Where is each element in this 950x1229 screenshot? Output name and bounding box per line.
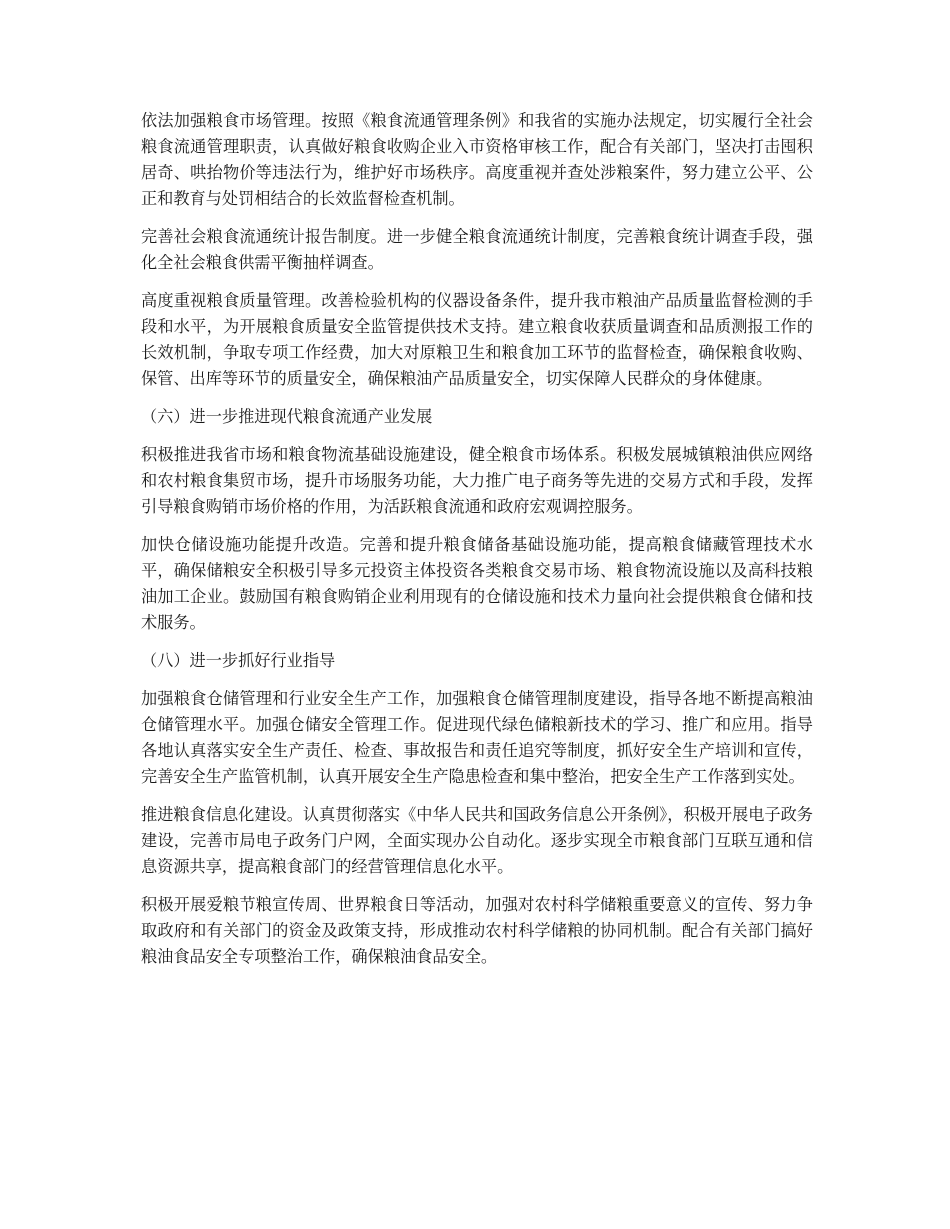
paragraph-market-management: 依法加强粮食市场管理。按照《粮食流通管理条例》和我省的实施办法规定，切实履行全社会粮食流通管理职责，认真做好粮食收购企业入市资格审核工作，配合有关部门，坚决打击囤积居奇、哄抬物价等违法行为，维护好市场秩序。高度重视并查处涉粮案件，努力建立公平、公正和教育与处罚相结合的长效监督检查机制。 xyxy=(141,111,813,208)
document-body xyxy=(141,108,813,982)
paragraph-quality-management: 高度重视粮食质量管理。改善检验机构的仪器设备条件，提升我市粮油产品质量监督检测的手段和水平，为开展粮食质量安全监管提供技术支持。建立粮食收获质量调查和品质测报工作的长效机制，争取专项工作经费，加大对原粮卫生和粮食加工环节的监督检查，确保粮食收购、保管、出库等环节的质量安全，确保粮油产品质量安全，切实保障人民群众的身体健康。 xyxy=(141,291,813,388)
paragraph-logistics-infrastructure: 积极推进我省市场和粮食物流基础设施建设，健全粮食市场体系。积极发展城镇粮油供应网络和农村粮食集贸市场，提升市场服务功能，大力推广电子商务等先进的交易方式和手段，发挥引导粮食购销市场价格的作用，为活跃粮食流通和政府宏观调控服务。 xyxy=(141,445,813,516)
section-heading-eight: （八）进一步抓好行业指导 xyxy=(141,651,336,670)
paragraph-storage-upgrade: 加快仓储设施功能提升改造。完善和提升粮食储备基础设施功能，提高粮食储藏管理技术水平，确保储粮安全积极引导多元投资主体投资各类粮食交易市场、粮食物流设施以及高科技粮油加工企业。鼓励国有粮食购销企业利用现有的仓储设施和技术力量向社会提供粮食仓储和技术服务。 xyxy=(141,535,813,632)
section-heading-six: （六）进一步推进现代粮食流通产业发展 xyxy=(141,407,433,426)
paragraph-statistics-reporting: 完善社会粮食流通统计报告制度。进一步健全粮食流通统计制度，完善粮食统计调查手段，强化全社会粮食供需平衡抽样调查。 xyxy=(141,227,813,272)
paragraph-publicity: 积极开展爱粮节粮宣传周、世界粮食日等活动，加强对农村科学储粮重要意义的宣传、努力争取政府和有关部门的资金及政策支持，形成推动农村科学储粮的协同机制。配合有关部门搞好粮油食品安全专项整治工作，确保粮油食品安全。 xyxy=(141,895,813,966)
paragraph-storage-safety: 加强粮食仓储管理和行业安全生产工作，加强粮食仓储管理制度建设，指导各地不断提高粮油仓储管理水平。加强仓储安全管理工作。促进现代绿色储粮新技术的学习、推广和应用。指导各地认真落实安全生产责任、检查、事故报告和责任追究等制度，抓好安全生产培训和宣传，完善安全生产监管机制，认真开展安全生产隐患检查和集中整治，把安全生产工作落到实处。 xyxy=(141,689,813,786)
paragraph-informatization: 推进粮食信息化建设。认真贯彻落实《中华人民共和国政务信息公开条例》，积极开展电子政务建设，完善市局电子政务门户网，全面实现办公自动化。逐步实现全市粮食部门互联互通和信息资源共享，提高粮食部门的经营管理信息化水平。 xyxy=(141,805,813,876)
